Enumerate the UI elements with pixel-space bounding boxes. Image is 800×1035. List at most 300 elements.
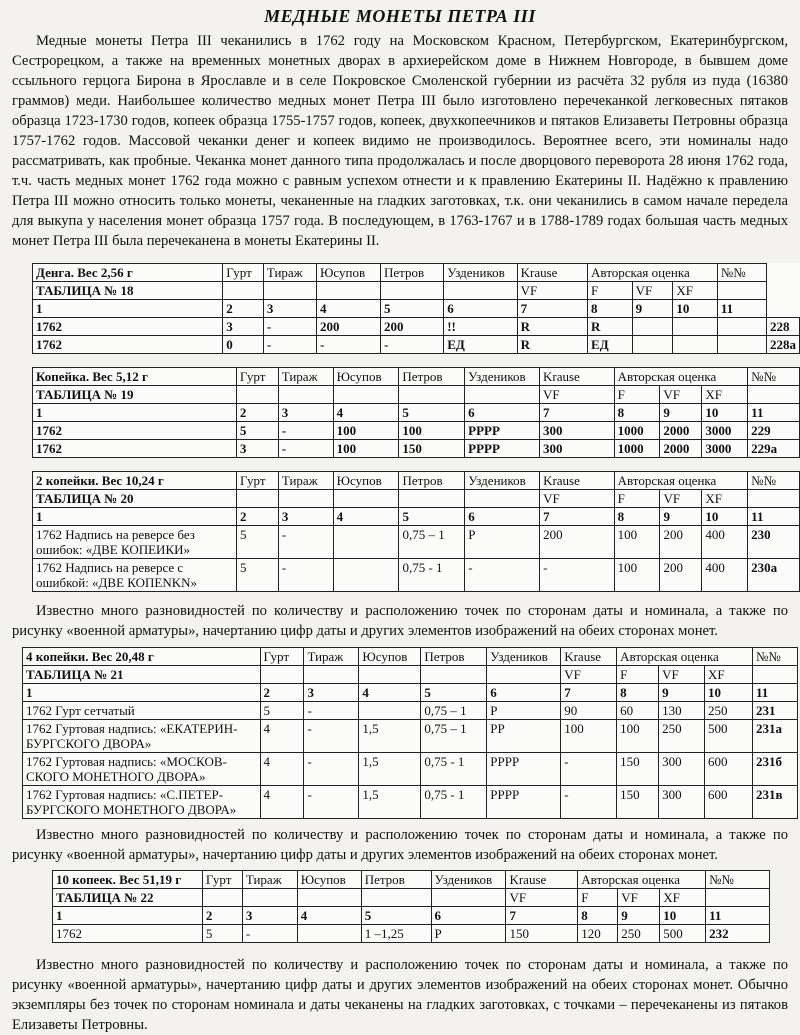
column-index: 1 xyxy=(53,907,203,925)
column-index: 7 xyxy=(517,300,587,318)
empty-cell xyxy=(465,386,540,404)
petrov-header: Петров xyxy=(361,871,431,889)
yusupov-header: Юсупов xyxy=(317,264,381,282)
mintage-header: Тираж xyxy=(263,264,316,282)
table-cell: 0,75 – 1 xyxy=(399,526,465,559)
table-cell: 5 xyxy=(202,925,242,943)
grade-vf: VF xyxy=(632,282,673,300)
table-row xyxy=(33,559,800,592)
table-cell: - xyxy=(304,702,359,720)
empty-cell xyxy=(297,889,361,907)
gurt-header: Гурт xyxy=(260,648,304,666)
header-row-grades xyxy=(53,889,770,907)
mintage-header: Тираж xyxy=(304,648,359,666)
denomination-title: Денга. Вес 2,56 г xyxy=(33,264,223,282)
table-cell: ЕД xyxy=(588,336,633,354)
header-row-grades xyxy=(33,282,800,300)
table-cell: 200 xyxy=(660,526,702,559)
yusupov-header: Юсупов xyxy=(359,648,421,666)
krause-header: Krause xyxy=(540,472,615,490)
column-index: 5 xyxy=(399,508,465,526)
denomination-title: 4 копейки. Вес 20,48 г xyxy=(23,648,261,666)
table-cell xyxy=(297,925,361,943)
table-cell: 600 xyxy=(705,786,753,819)
column-index: 10 xyxy=(702,508,748,526)
column-index: 7 xyxy=(539,404,614,422)
petrov-header: Петров xyxy=(399,472,465,490)
column-index: 1 xyxy=(33,508,237,526)
table-row xyxy=(33,318,800,336)
column-index: 4 xyxy=(317,300,381,318)
petrov-header: Петров xyxy=(421,648,487,666)
column-index: 7 xyxy=(561,684,617,702)
table-cell: 100 xyxy=(614,526,660,559)
column-index: 10 xyxy=(705,684,753,702)
coin-description: 1762 xyxy=(33,440,237,458)
empty-cell xyxy=(242,889,297,907)
column-index-row xyxy=(33,404,800,422)
table-cell: 600 xyxy=(705,753,753,786)
empty-cell xyxy=(399,386,465,404)
coin-description: 1762 xyxy=(33,318,223,336)
table-cell: - xyxy=(278,559,333,592)
denomination-title: 10 копеек. Вес 51,19 г xyxy=(53,871,203,889)
table-cell: 200 xyxy=(380,318,443,336)
table-cell: 60 xyxy=(617,702,659,720)
table-cell: - xyxy=(540,559,615,592)
grade-vf: VF xyxy=(660,386,702,404)
yusupov-header: Юсупов xyxy=(297,871,361,889)
column-index: 6 xyxy=(465,508,540,526)
empty-cell xyxy=(431,889,506,907)
table-cell xyxy=(359,702,421,720)
table-cell: 1000 xyxy=(614,422,660,440)
table-cell: РРРР xyxy=(465,422,540,440)
author-estimate-header: Авторская оценка xyxy=(578,871,706,889)
table-cell: 0 xyxy=(223,336,264,354)
grade-f: F xyxy=(614,490,660,508)
table-cell: 200 xyxy=(660,559,702,592)
grade-xf: XF xyxy=(660,889,706,907)
table-cell: 100 xyxy=(561,720,617,753)
grade-vf: VF xyxy=(659,666,705,684)
coin-description: 1762 xyxy=(53,925,203,943)
uzdenikov-header: Уздеников xyxy=(444,264,517,282)
header-row-grades xyxy=(33,490,800,508)
table-row xyxy=(53,925,770,943)
krause-header: Krause xyxy=(539,368,614,386)
catalog-number: 229 xyxy=(748,422,800,440)
table-cell: - xyxy=(242,925,297,943)
empty-cell xyxy=(444,282,517,300)
table-number: ТАБЛИЦА № 19 xyxy=(33,386,237,404)
table-cell: РРРР xyxy=(465,440,540,458)
table-cell: 4 xyxy=(260,720,304,753)
table-cell: - xyxy=(317,336,381,354)
empty-cell xyxy=(706,889,770,907)
table-cell: 100 xyxy=(333,440,399,458)
column-index: 1 xyxy=(33,300,223,318)
table-cell: 5 xyxy=(236,422,278,440)
empty-cell xyxy=(333,386,399,404)
column-index: 8 xyxy=(578,907,618,925)
empty-cell xyxy=(260,666,304,684)
gurt-header: Гурт xyxy=(223,264,264,282)
table-row xyxy=(33,440,800,458)
empty-cell xyxy=(278,490,333,508)
coin-table-20 xyxy=(32,471,800,592)
table-cell: !! xyxy=(444,318,517,336)
column-index: 11 xyxy=(748,508,800,526)
table-cell xyxy=(717,318,766,336)
empty-cell xyxy=(748,490,800,508)
table-cell: 2000 xyxy=(660,422,702,440)
coin-description: 1762 Надпись на реверсе без ошибок: «ДВЕ КОПЕИКИ» xyxy=(33,526,237,559)
table-cell: 3 xyxy=(223,318,264,336)
uzdenikov-header: Уздеников xyxy=(431,871,506,889)
table-cell: РР xyxy=(487,720,561,753)
grade-f: F xyxy=(614,386,660,404)
column-index: 4 xyxy=(333,404,399,422)
column-index: 3 xyxy=(278,404,333,422)
coin-description: 1762 xyxy=(33,336,223,354)
table-cell: 400 xyxy=(702,559,748,592)
variety-note: Известно много разновидностей по количеству и расположению точек по сторонам даты и номинала, а также по рисунку «военной арматуры», начертанию цифр даты и других элементов изображений на обеих сторонах монет. Обычно экземпляры без точек по сторонам номинала и даты чеканены на гладких заготовках, с точками – перечеканены из пятаков Елизаветы Петровны. xyxy=(12,957,788,1033)
empty-cell xyxy=(236,386,278,404)
yusupov-header: Юсупов xyxy=(333,472,399,490)
grade-vf: VF xyxy=(618,889,660,907)
petrov-header: Петров xyxy=(399,368,465,386)
column-index: 3 xyxy=(304,684,359,702)
krause-grade-vf: VF xyxy=(540,490,615,508)
column-index: 10 xyxy=(673,300,718,318)
grade-xf: XF xyxy=(705,666,753,684)
table-cell: - xyxy=(263,336,316,354)
column-index: 11 xyxy=(706,907,770,925)
grade-xf: XF xyxy=(702,386,748,404)
table-cell: 1,5 xyxy=(359,786,421,819)
column-index: 11 xyxy=(717,300,766,318)
table-cell: 100 xyxy=(617,720,659,753)
column-index: 7 xyxy=(540,508,615,526)
column-index: 5 xyxy=(380,300,443,318)
column-index: 6 xyxy=(444,300,517,318)
tables-area xyxy=(12,263,796,1035)
table-cell: 0,75 – 1 xyxy=(421,720,487,753)
table-cell: 2000 xyxy=(660,440,702,458)
column-index: 10 xyxy=(660,907,706,925)
table-row xyxy=(23,786,798,819)
variety-note: Известно много разновидностей по количеству и расположению точек по сторонам даты и номинала, а также по рисунку «военной арматуры», начертанию цифр даты и других элементов изображений на обеих сторонах монет. xyxy=(12,827,788,863)
table-cell: 130 xyxy=(659,702,705,720)
column-index: 3 xyxy=(278,508,333,526)
catalog-number: 228 xyxy=(767,318,800,336)
table-cell: - xyxy=(278,422,333,440)
krause-header: Krause xyxy=(561,648,617,666)
table-cell: 200 xyxy=(317,318,381,336)
coin-description: 1762 Гуртовая надпись: «МОСКОВ-СКОГО МОНЕТНОГО ДВОРА» xyxy=(23,753,261,786)
table-cell xyxy=(632,336,673,354)
intro-paragraph: Медные монеты Петра III чеканились в 1762 году на Московском Красном, Петербургском, Екатеринбургском, Сестрорецком, а также на временных монетных дворах в архиерейском доме в Нижнем Новгороде, в бывшем доме ссыльного герцога Бирона в Ярославле и в селе Покровское Смоленской губернии из расчёта 32 рубля из пуда (16380 граммов) меди. Наибольшее количество медных монет Петра III было изготовлено перечеканкой легковесных пятаков образца 1723-1730 годов, копеек образца 1755-1757 годов, копеек, двухкопеечников и пятаков Елизаветы Петровны образца 1757-1762 годов. Массовой чеканки денег и копеек видимо не производилось. Вероятнее всего, эти номиналы надо рассматривать, как пробные. Чеканка монет данного типа продолжалась и после дворцового переворота 28 июня 1762 года, т.ч. часть медных монет 1762 года можно с равным успехом отнести и к правлению Екатерины II. Надёжно к правлению Петра III можно относить только монеты, чеканенные на гладких заготовках, т.к. они чеканились в самом начале передела для выкупа у населения монет образца 1757 года. В последующем, в 1763-1767 и в 1788-1789 годах большая часть медных монет Петра III была перечеканена в монеты Екатерины II. xyxy=(12,33,788,249)
grade-xf: XF xyxy=(702,490,748,508)
grade-vf: VF xyxy=(660,490,702,508)
header-row xyxy=(33,264,800,282)
column-index: 10 xyxy=(702,404,748,422)
denomination-title: Копейка. Вес 5,12 г xyxy=(33,368,237,386)
table-number: ТАБЛИЦА № 21 xyxy=(23,666,261,684)
empty-cell xyxy=(304,666,359,684)
table-cell: 100 xyxy=(333,422,399,440)
table-row xyxy=(23,753,798,786)
author-estimate-header: Авторская оценка xyxy=(617,648,753,666)
coin-description: 1762 Гуртовая надпись: «ЕКАТЕРИН-БУРГСКОГО ДВОРА» xyxy=(23,720,261,753)
coin-table-21 xyxy=(22,647,798,819)
table-cell: Р xyxy=(431,925,506,943)
empty-cell xyxy=(333,490,399,508)
column-index: 5 xyxy=(421,684,487,702)
column-index: 8 xyxy=(617,684,659,702)
catalog-number: 231б xyxy=(752,753,797,786)
empty-cell xyxy=(361,889,431,907)
table-cell: 1,5 xyxy=(359,753,421,786)
empty-cell xyxy=(223,282,264,300)
catalog-number-header: №№ xyxy=(717,264,766,282)
table-cell: R xyxy=(517,318,587,336)
mintage-header: Тираж xyxy=(242,871,297,889)
column-index: 2 xyxy=(236,404,278,422)
column-index: 1 xyxy=(23,684,261,702)
table-cell: R xyxy=(517,336,587,354)
table-row xyxy=(33,336,800,354)
catalog-number: 230а xyxy=(748,559,800,592)
header-row-grades xyxy=(33,386,800,404)
krause-grade-vf: VF xyxy=(561,666,617,684)
column-index: 3 xyxy=(242,907,297,925)
table-cell: ЕД xyxy=(444,336,517,354)
column-index-row xyxy=(23,684,798,702)
table-cell xyxy=(673,336,718,354)
table-cell xyxy=(333,526,399,559)
table-cell: - xyxy=(304,786,359,819)
coin-table-18 xyxy=(32,263,800,354)
table-cell: - xyxy=(561,786,617,819)
table-cell: 90 xyxy=(561,702,617,720)
empty-cell xyxy=(278,386,333,404)
table-cell: 4 xyxy=(260,786,304,819)
table-cell xyxy=(673,318,718,336)
column-index: 8 xyxy=(588,300,633,318)
empty-cell xyxy=(717,282,766,300)
table-cell: 150 xyxy=(506,925,578,943)
empty-cell xyxy=(465,490,540,508)
yusupov-header: Юсупов xyxy=(333,368,399,386)
table-cell: - xyxy=(304,753,359,786)
empty-cell xyxy=(748,386,800,404)
uzdenikov-header: Уздеников xyxy=(465,472,540,490)
table-cell: Р xyxy=(465,526,540,559)
catalog-number: 232 xyxy=(706,925,770,943)
table-cell: 0,75 – 1 xyxy=(421,702,487,720)
header-row xyxy=(53,871,770,889)
table-cell: 120 xyxy=(578,925,618,943)
table-cell: 3000 xyxy=(702,422,748,440)
table-cell: 4 xyxy=(260,753,304,786)
table-cell: 5 xyxy=(237,526,279,559)
krause-grade-vf: VF xyxy=(517,282,587,300)
column-index: 11 xyxy=(748,404,800,422)
catalog-number-header: №№ xyxy=(748,368,800,386)
coin-description: 1762 Гуртовая надпись: «С.ПЕТЕР-БУРГСКОГО МОНЕТНОГО ДВОРА» xyxy=(23,786,261,819)
column-index: 5 xyxy=(361,907,431,925)
table-number: ТАБЛИЦА № 22 xyxy=(53,889,203,907)
table-cell: 1 –1,25 xyxy=(361,925,431,943)
empty-cell xyxy=(317,282,381,300)
empty-cell xyxy=(421,666,487,684)
column-index: 2 xyxy=(202,907,242,925)
catalog-number: 231 xyxy=(752,702,797,720)
column-index: 6 xyxy=(487,684,561,702)
grade-f: F xyxy=(617,666,659,684)
table-cell: 250 xyxy=(659,720,705,753)
empty-cell xyxy=(237,490,279,508)
column-index-row xyxy=(33,300,800,318)
catalog-number-header: №№ xyxy=(748,472,800,490)
table-cell: Р xyxy=(487,702,561,720)
table-cell: 500 xyxy=(660,925,706,943)
empty-cell xyxy=(752,666,797,684)
catalog-number: 231в xyxy=(752,786,797,819)
table-cell: - xyxy=(278,440,333,458)
column-index-row xyxy=(33,508,800,526)
table-cell: 500 xyxy=(705,720,753,753)
gurt-header: Гурт xyxy=(202,871,242,889)
table-row xyxy=(23,702,798,720)
empty-cell xyxy=(399,490,465,508)
author-estimate-header: Авторская оценка xyxy=(588,264,718,282)
header-row xyxy=(23,648,798,666)
table-cell: R xyxy=(588,318,633,336)
table-cell: РРРР xyxy=(487,786,561,819)
table-cell: 3 xyxy=(236,440,278,458)
krause-header: Krause xyxy=(517,264,587,282)
table-cell: 0,75 - 1 xyxy=(421,786,487,819)
column-index: 1 xyxy=(33,404,237,422)
header-row-grades xyxy=(23,666,798,684)
coin-table-19 xyxy=(32,367,800,458)
table-cell xyxy=(632,318,673,336)
empty-cell xyxy=(487,666,561,684)
grade-f: F xyxy=(578,889,618,907)
table-cell: 5 xyxy=(237,559,279,592)
empty-cell xyxy=(380,282,443,300)
catalog-number: 230 xyxy=(748,526,800,559)
table-cell: 5 xyxy=(260,702,304,720)
table-cell: 100 xyxy=(614,559,660,592)
column-index: 4 xyxy=(333,508,399,526)
gurt-header: Гурт xyxy=(236,368,278,386)
header-row xyxy=(33,368,800,386)
table-cell: 150 xyxy=(399,440,465,458)
table-cell: 200 xyxy=(540,526,615,559)
column-index: 3 xyxy=(263,300,316,318)
coin-description: 1762 Гурт сетчатый xyxy=(23,702,261,720)
column-index: 9 xyxy=(659,684,705,702)
petrov-header: Петров xyxy=(380,264,443,282)
table-cell: 300 xyxy=(539,422,614,440)
table-cell: 300 xyxy=(659,753,705,786)
krause-header: Krause xyxy=(506,871,578,889)
column-index: 9 xyxy=(618,907,660,925)
table-cell: РРРР xyxy=(487,753,561,786)
catalog-number-header: №№ xyxy=(752,648,797,666)
table-cell: 300 xyxy=(539,440,614,458)
catalog-number: 231а xyxy=(752,720,797,753)
coin-description: 1762 xyxy=(33,422,237,440)
empty-cell xyxy=(359,666,421,684)
table-cell: 3000 xyxy=(702,440,748,458)
coin-description: 1762 Надпись на реверсе с ошибкой: «ДВЕ КОПЕNKN» xyxy=(33,559,237,592)
column-index: 6 xyxy=(465,404,540,422)
catalog-number: 228а xyxy=(767,336,800,354)
table-row xyxy=(23,720,798,753)
column-index: 2 xyxy=(260,684,304,702)
header-row xyxy=(33,472,800,490)
column-index: 6 xyxy=(431,907,506,925)
column-index: 2 xyxy=(237,508,279,526)
variety-note: Известно много разновидностей по количеству и расположению точек по сторонам даты и номинала, а также по рисунку «военной арматуры», начертанию цифр даты и других элементов изображений на обеих сторонах монет. xyxy=(12,603,788,639)
table-cell: 250 xyxy=(618,925,660,943)
empty-cell xyxy=(263,282,316,300)
table-cell: - xyxy=(304,720,359,753)
table-cell: 1,5 xyxy=(359,720,421,753)
table-cell: 150 xyxy=(617,786,659,819)
catalog-number: 229а xyxy=(748,440,800,458)
uzdenikov-header: Уздеников xyxy=(465,368,540,386)
table-cell: 1000 xyxy=(614,440,660,458)
coin-table-22 xyxy=(52,870,770,943)
gurt-header: Гурт xyxy=(237,472,279,490)
column-index: 5 xyxy=(399,404,465,422)
grade-f: F xyxy=(588,282,633,300)
author-estimate-header: Авторская оценка xyxy=(614,472,748,490)
column-index: 9 xyxy=(660,404,702,422)
column-index: 4 xyxy=(297,907,361,925)
column-index-row xyxy=(53,907,770,925)
page-title: МЕДНЫЕ МОНЕТЫ ПЕТРА III xyxy=(264,6,536,26)
table-number: ТАБЛИЦА № 20 xyxy=(33,490,237,508)
author-estimate-header: Авторская оценка xyxy=(614,368,748,386)
empty-cell xyxy=(202,889,242,907)
column-index: 9 xyxy=(632,300,673,318)
column-index: 7 xyxy=(506,907,578,925)
table-row xyxy=(33,526,800,559)
krause-grade-vf: VF xyxy=(506,889,578,907)
table-row xyxy=(33,422,800,440)
table-number: ТАБЛИЦА № 18 xyxy=(33,282,223,300)
table-cell: 150 xyxy=(617,753,659,786)
mintage-header: Тираж xyxy=(278,472,333,490)
table-cell: 250 xyxy=(705,702,753,720)
table-cell: - xyxy=(263,318,316,336)
column-index: 2 xyxy=(223,300,264,318)
table-cell xyxy=(717,336,766,354)
table-cell: - xyxy=(278,526,333,559)
column-index: 8 xyxy=(614,404,660,422)
table-cell: 100 xyxy=(399,422,465,440)
table-cell: 0,75 - 1 xyxy=(399,559,465,592)
column-index: 9 xyxy=(660,508,702,526)
table-cell xyxy=(333,559,399,592)
